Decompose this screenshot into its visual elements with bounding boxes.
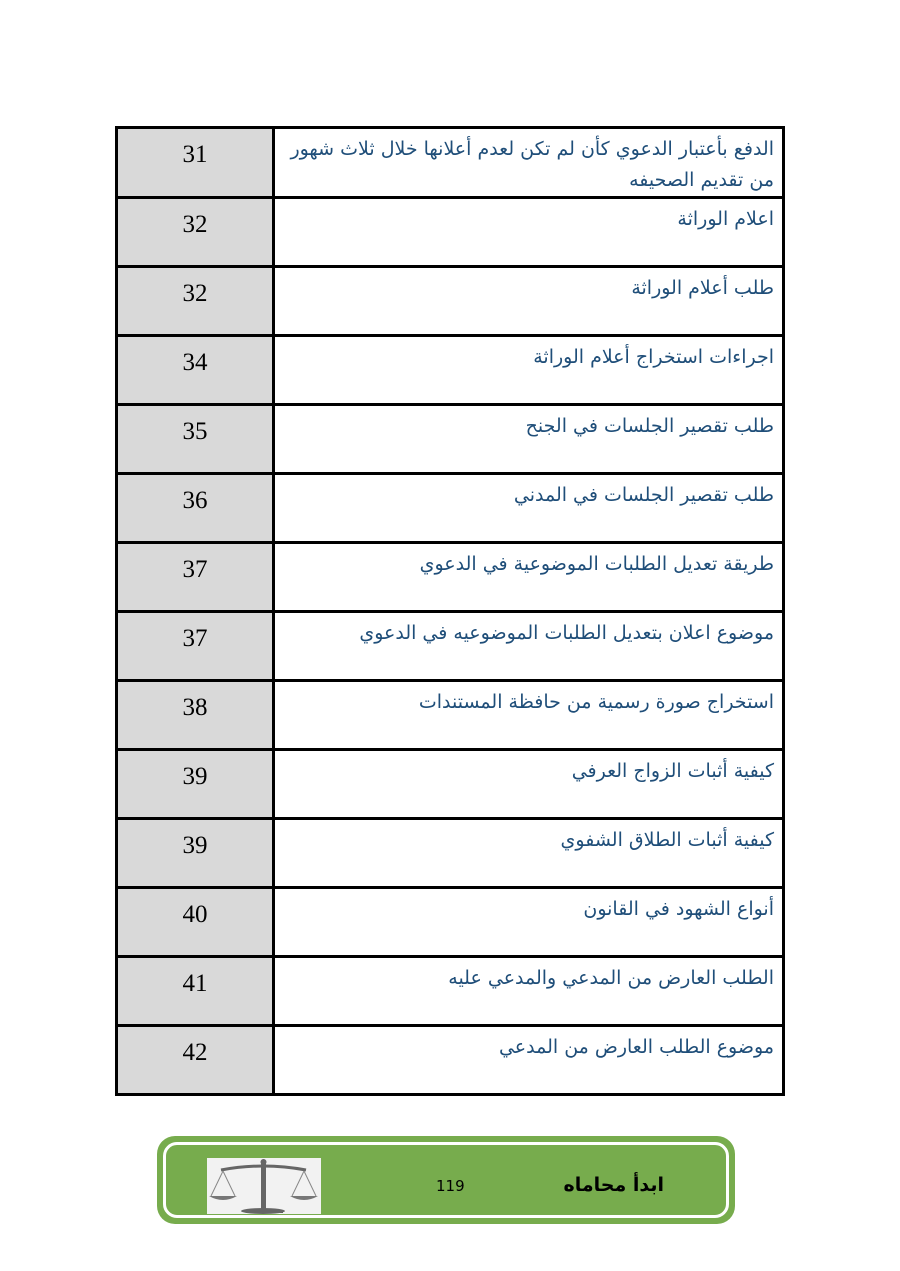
toc-page-number: 42 [117, 1026, 274, 1095]
toc-entry-title: طلب أعلام الوراثة [274, 267, 784, 336]
toc-page-number: 36 [117, 474, 274, 543]
scales-of-justice-icon [207, 1158, 321, 1214]
toc-row [117, 819, 784, 888]
toc-row [117, 612, 784, 681]
toc-page-number: 41 [117, 957, 274, 1026]
toc-row [117, 888, 784, 957]
toc-entry-title: طلب تقصير الجلسات في الجنح [274, 405, 784, 474]
toc-entry-title: اعلام الوراثة [274, 198, 784, 267]
toc-entry-title: طلب تقصير الجلسات في المدني [274, 474, 784, 543]
toc-page-number: 40 [117, 888, 274, 957]
toc-row [117, 681, 784, 750]
toc-page-number: 37 [117, 543, 274, 612]
toc-entry-title: موضوع اعلان بتعديل الطلبات الموضوعيه في الدعوي [274, 612, 784, 681]
toc-page-number: 39 [117, 750, 274, 819]
toc-row [117, 474, 784, 543]
toc-page-number: 32 [117, 198, 274, 267]
toc-page-number: 34 [117, 336, 274, 405]
page-number: 119 [436, 1177, 465, 1195]
toc-entry-title: طريقة تعديل الطلبات الموضوعية في الدعوي [274, 543, 784, 612]
toc-row [117, 957, 784, 1026]
toc-entry-title: استخراج صورة رسمية من حافظة المستندات [274, 681, 784, 750]
toc-row [117, 405, 784, 474]
toc-row [117, 198, 784, 267]
toc-page-number: 37 [117, 612, 274, 681]
toc-row [117, 1026, 784, 1095]
toc-row [117, 128, 784, 198]
toc-page-number: 32 [117, 267, 274, 336]
toc-entry-title: موضوع الطلب العارض من المدعي [274, 1026, 784, 1095]
toc-entry-title: الدفع بأعتبار الدعوي كأن لم تكن لعدم أعلانها خلال ثلاث شهور من تقديم الصحيفه [274, 128, 784, 198]
brand-title: ابدأ محاماه [563, 1174, 664, 1196]
page-footer [157, 1136, 735, 1224]
toc-entry-title: اجراءات استخراج أعلام الوراثة [274, 336, 784, 405]
toc-row [117, 267, 784, 336]
toc-entry-title: الطلب العارض من المدعي والمدعي عليه [274, 957, 784, 1026]
toc-page-number: 39 [117, 819, 274, 888]
toc-page-number: 38 [117, 681, 274, 750]
toc-entry-title: كيفية أثبات الطلاق الشفوي [274, 819, 784, 888]
toc-entry-title: أنواع الشهود في القانون [274, 888, 784, 957]
table-of-contents [115, 126, 785, 1096]
toc-row [117, 750, 784, 819]
toc-page-number: 35 [117, 405, 274, 474]
toc-page-number: 31 [117, 128, 274, 198]
footer-frame [163, 1142, 729, 1218]
toc-row [117, 336, 784, 405]
toc-entry-title: كيفية أثبات الزواج العرفي [274, 750, 784, 819]
toc-row [117, 543, 784, 612]
